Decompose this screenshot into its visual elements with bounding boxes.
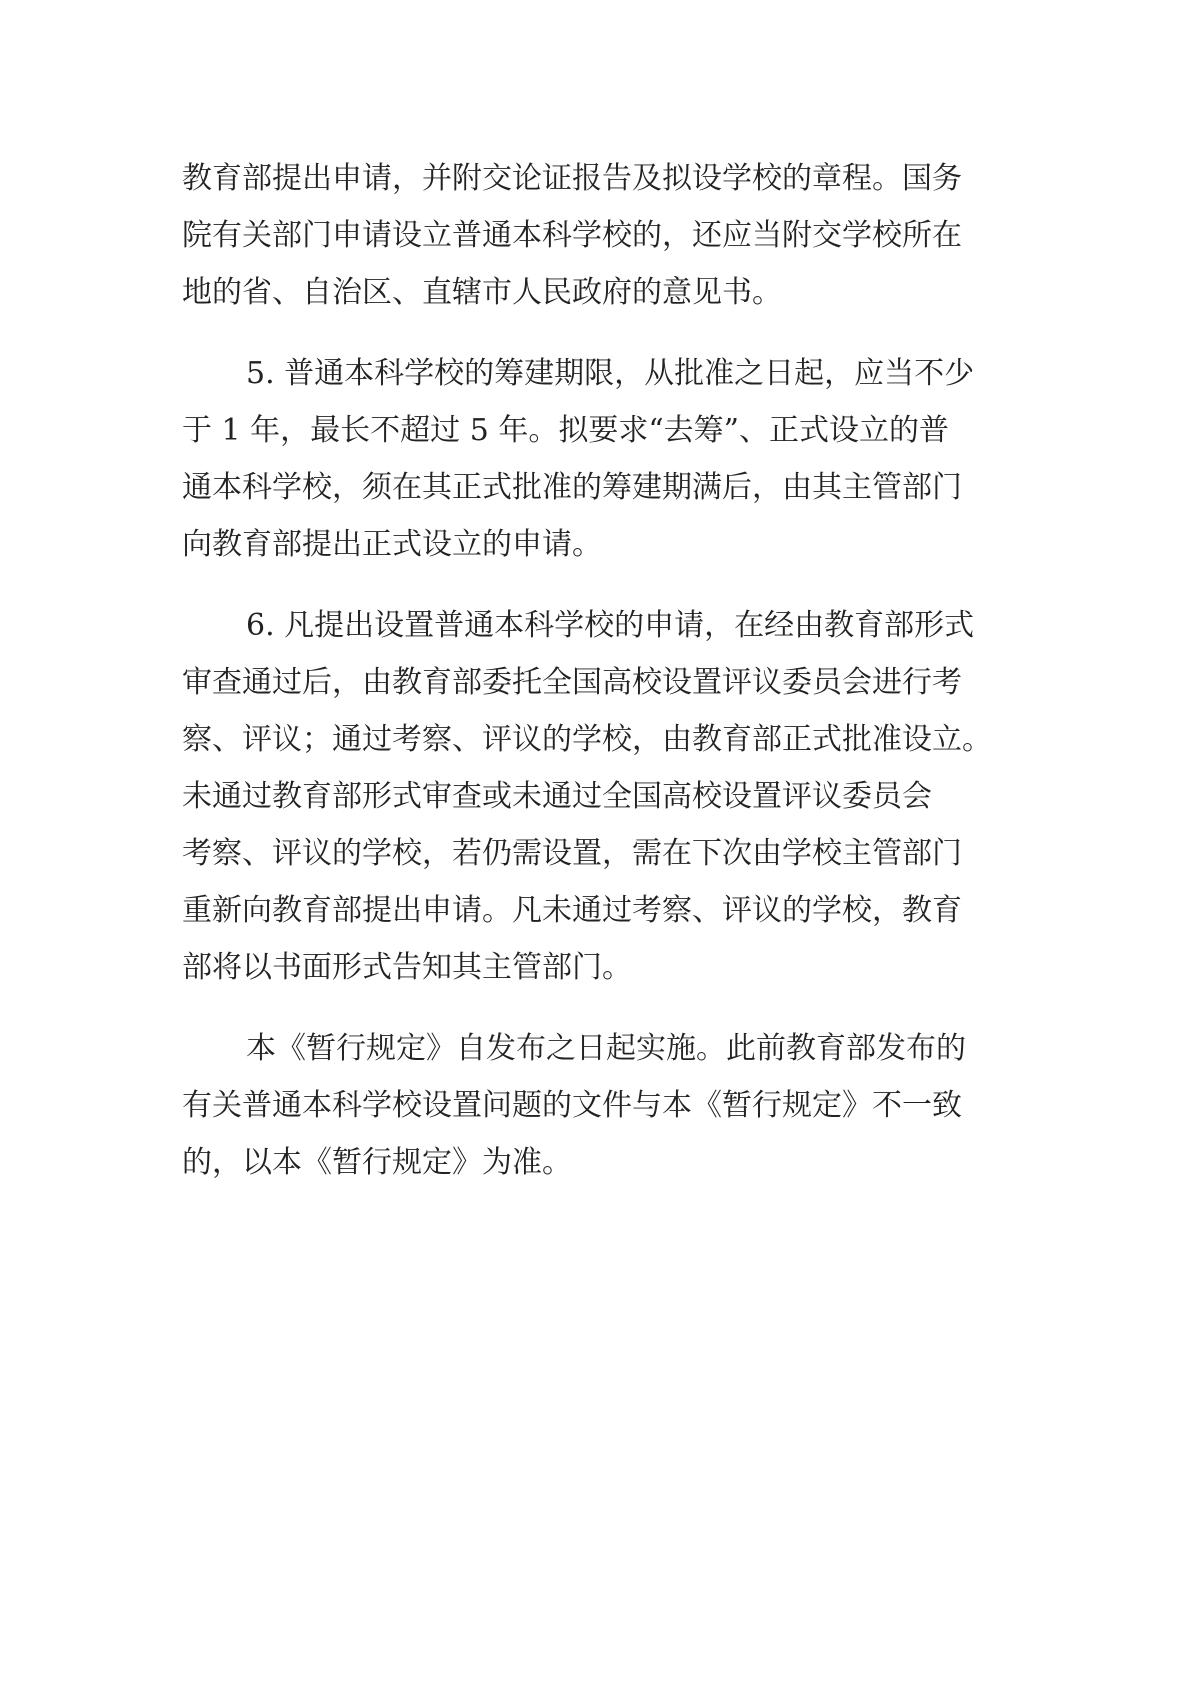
text-line: 重新向教育部提出申请。凡未通过考察、评议的学校，教育: [182, 893, 962, 928]
text-line: 5. 普通本科学校的筹建期限，从批准之日起，应当不少: [246, 356, 975, 391]
text-line: 通本科学校，须在其正式批准的筹建期满后，由其主管部门: [182, 470, 962, 505]
text-line: 地的省、自治区、直辖市人民政府的意见书。: [182, 275, 782, 310]
text-line: 审查通过后，由教育部委托全国高校设置评议委员会进行考: [182, 665, 962, 700]
paragraph-continuation: [182, 150, 1022, 321]
text-line: 教育部提出申请，并附交论证报告及拟设学校的章程。国务: [182, 161, 962, 196]
text-line: 向教育部提出正式设立的申请。: [182, 527, 602, 562]
text-line: 院有关部门申请设立普通本科学校的，还应当附交学校所在: [182, 218, 962, 253]
text-line: 于 1 年，最长不超过 5 年。拟要求“去筹”、正式设立的普: [182, 413, 949, 448]
text-line: 察、评议；通过考察、评议的学校，由教育部正式批准设立。: [182, 722, 992, 757]
text-line: 未通过教育部形式审查或未通过全国高校设置评议委员会: [182, 779, 932, 814]
text-line: 考察、评议的学校，若仍需设置，需在下次由学校主管部门: [182, 836, 962, 871]
text-line: 的，以本《暂行规定》为准。: [182, 1145, 572, 1180]
text-line: 6. 凡提出设置普通本科学校的申请，在经由教育部形式: [246, 608, 975, 643]
document-body: [182, 150, 1022, 1215]
text-line: 部将以书面形式告知其主管部门。: [182, 950, 632, 985]
text-line: 本《暂行规定》自发布之日起实施。此前教育部发布的: [246, 1031, 966, 1066]
paragraph-item-6: [182, 597, 1022, 996]
text-line: 有关普通本科学校设置问题的文件与本《暂行规定》不一致: [182, 1088, 962, 1123]
paragraph-closing: [182, 1020, 1022, 1191]
paragraph-item-5: [182, 345, 1022, 573]
